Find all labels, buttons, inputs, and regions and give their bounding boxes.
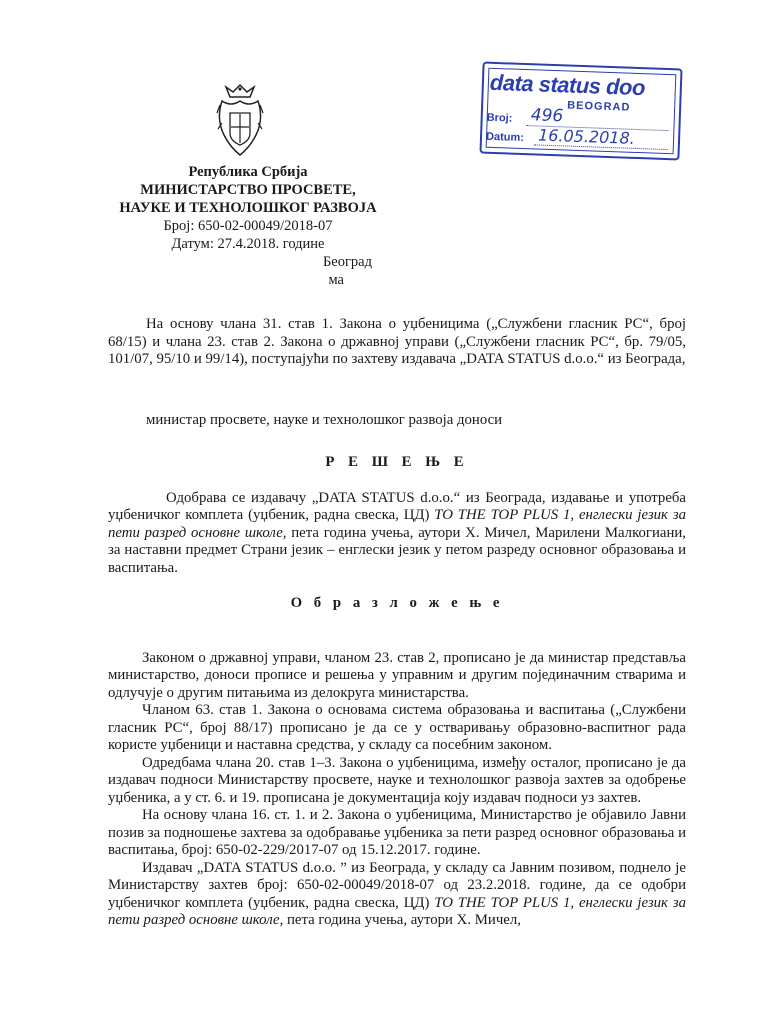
document-initials: ма — [328, 272, 344, 288]
minister-line: министар просвете, науке и технолошког развоја доноси — [146, 411, 503, 428]
document-body — [108, 316, 686, 930]
document-city: Београд — [322, 254, 372, 270]
document-date: Датум: 27.4.2018. године — [171, 236, 325, 252]
document-number: Број: 650-02-00049/2018-07 — [163, 218, 333, 234]
ministry-name-line-1: МИНИСТАРСТВО ПРОСВЕТЕ, — [140, 182, 356, 198]
rationale-5-book-title: TO THE TOP PLUS 1, енглески језик за пети разред основне школе, — [108, 894, 686, 928]
rationale-paragraph-4: На основу члана 16. ст. 1. и 2. Закона о уџбеницима, Министарство је објавило Јавни позив за подношење захтева за одобравање уџбеника за пети разред основног образовања и васпитања, број: 650-02-229/2017-07 од 15.12.2017. године. — [108, 807, 686, 858]
rationale-paragraph-5 — [108, 860, 686, 930]
rationale-paragraph-1: Законом о државној управи, чланом 23. став 2, прописано је да министар представља министарство, доноси прописе и решења у управним и другим појединачним стварима и одлучује о другим питањима из делокруга министарства. — [108, 649, 686, 701]
decision-text-2: пета година учења, аутори Х. Мичел, Марилени Малкогиани, за наставни предмет Страни језик – енглески језик у петом разреду основног образовања и васпитања. — [108, 524, 686, 576]
preamble-paragraph: На основу члана 31. став 1. Закона о уџбеницима („Службени гласник РС“, број 68/15) и члана 23. став 2. Закона о државној управи („Службени гласник РС“, бр. 79/05, 101/07, 95/10 и 99/14), поступајући по захтеву издавача „DATA STATUS d.o.o.“ из Београда, — [108, 316, 686, 367]
ministry-name-line-2: НАУКЕ И ТЕХНОЛОШКОГ РАЗВОЈА — [119, 200, 377, 216]
stamp-date-value: 16.05.2018. — [537, 125, 636, 148]
decision-title: Р Е Ш Е Њ Е — [325, 454, 469, 470]
stamp-number-label: Broj: — [486, 111, 513, 125]
stamp-number-value: 496 — [530, 105, 564, 127]
rationale-5-text-2: пета година учења, аутори Х. Мичел, — [283, 912, 521, 928]
decision-book-title: TO THE TOP PLUS 1, енглески језик за пети разред основне школе, — [108, 507, 686, 541]
rationale-title: О б р а з л о ж е њ е — [290, 595, 504, 611]
stamp-date-label: Datum: — [485, 130, 525, 145]
rationale-5-text-1: Издавач „DATA STATUS d.o.o. ” из Београда, у складу са Јавним позивом, поднело је Министарству захтев број: 650-02-00049/2018-07 од 23.2.2018. године, да се одобри уџбеничког комплета (уџбеник, радна свеска, ЦД) — [108, 859, 686, 911]
rationale-paragraph-3: Одредбама члана 20. став 1–3. Закона о уџбеницима, између осталог, прописано је да издавач подноси Министарству просвете, науке и технолошког развоја захтев за одобрење уџбеника, а у ст. 6. и 19. прописана је документација коју издавач подноси уз захтев. — [108, 754, 686, 806]
stamp-company-name: data status doo — [489, 69, 646, 101]
decision-paragraph — [108, 490, 686, 578]
company-stamp — [479, 62, 682, 161]
republic-name: Република Србија — [188, 164, 308, 180]
coat-of-arms-icon — [216, 83, 264, 157]
ministry-header — [118, 163, 378, 289]
decision-text-1: Одобрава се издавачу „DATA STATUS d.o.o.“ из Београда, издавање и употреба уџбеничког комплета (уџбеник, радна свеска, ЦД) — [108, 489, 686, 523]
rationale-paragraph-2: Чланом 63. став 1. Закона о основама система образовања и васпитања („Службени гласник РС“, број 88/17) прописано је да се у остваривању образовно-васпитног рада користе уџбеници и наставна средства, у складу са посебним законом. — [108, 702, 686, 753]
stamp-city: BEOGRAD — [566, 99, 631, 114]
